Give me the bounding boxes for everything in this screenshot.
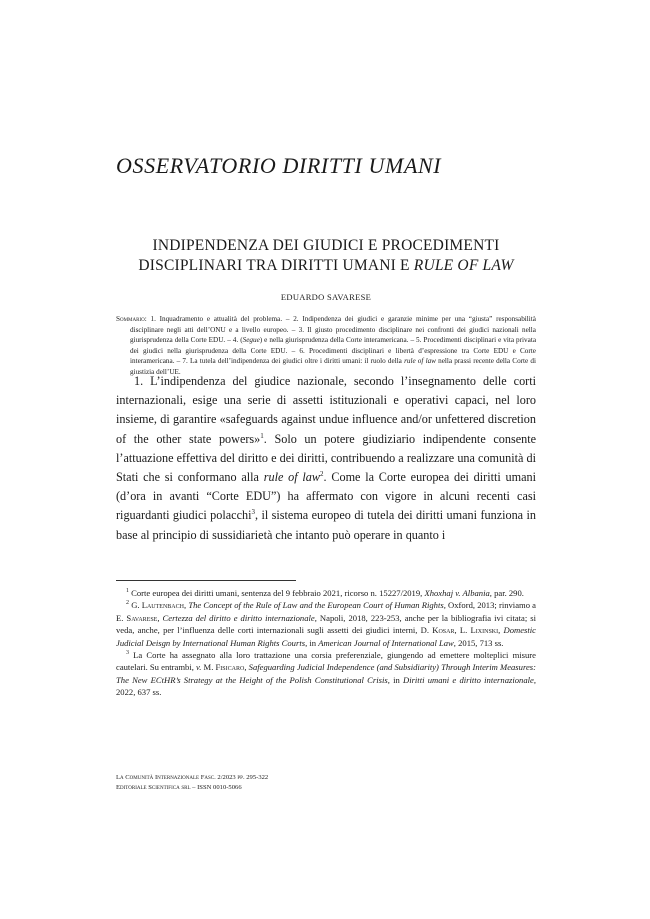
footnote-2-title-2: Certezza del diritto e diritto internazionale [162,612,315,623]
summary [116,314,536,377]
footnote-3-see: v. [196,662,202,673]
footnote-2-journal: American Journal of International Law [318,637,454,648]
author-name: EDUARDO SAVARESE [280,292,372,302]
footnote-2-title-3: Domestic Judicial Deisgn by International Human Rights Courts [116,625,536,648]
body-text-c: . Come la Corte europea dei diritti umani (d’ora in avanti “Corte EDU”) ha affermato con vigore in alcuni recenti casi riguardanti giudici polacchi [116,470,536,523]
footnote-number-1: 1 [126,588,129,595]
footnote-3-title: Safeguarding Judicial Independence (and Subsidiarity) Through Interim Measures: The New ECtHR’s Strategy at the Height of the Polish Constitutional Crisis [116,662,536,685]
summary-text-a: : 1. Inquadramento e attualità del problema. – 2. Indipendenza dei giudici e garanzie minime per una “giusta” responsabilità disciplinare negli atti dell’ONU e a livello europeo. – 3. Il giusto procedimento disciplinare nei confronti dei giudici nazionali nella giurisprudenza della Corte EDU. – 4. ( [130,315,536,344]
body-rule-of-law: rule of law [263,470,321,485]
footnote-number-3: 3 [126,650,129,657]
footnotes [116,587,536,699]
footnote-3-text-c: , [244,662,249,673]
footnote-1-text-a: Corte europea dei diritti umani, sentenza del 9 febbraio 2021, ricorso n. 15227/2019, [129,588,425,598]
journal-issn: – ISSN 0010-5066 [190,784,242,791]
body-text-b: . Solo un potere giudiziario indipendente consente l’attuazione effettiva del diritto e dei diritti, contribuendo a realizzare una comunità di Stati che si conformano alla [116,431,537,485]
article-title-line-2-text: DISCIPLINARI TRA DIRITTI UMANI E [138,257,414,274]
journal-issue-line [116,773,536,783]
body-paragraph-text [116,372,536,545]
footnote-2-text-c: , [157,612,163,623]
footnote-2-author-1: G. Lautenbach [131,600,184,611]
footnote-2-title-1: The Concept of the Rule of Law and the European Court of Human Rights [188,600,444,611]
footnote-separator [116,580,296,581]
footnote-ref-1[interactable]: 1 [260,431,264,440]
summary-segue: Segue [242,336,260,344]
footnote-2 [116,599,536,649]
footnote-1-text-b: , par. 290. [489,588,524,598]
journal-info [116,773,536,793]
footnote-2-text-b: , Oxford, 2013; rinviamo a [443,600,536,611]
body-text-d: , il sistema europeo di tutela dei diritti umani funziona in base al principio di sussidiarietà che intanto può operare in quanto i [116,508,536,542]
footnote-2-text-f: , in [305,637,319,648]
summary-label: Sommario [116,315,145,323]
footnote-3 [116,649,536,699]
footnote-3-text-b: M. [201,662,216,673]
footnote-2-author-2: E. Savarese [116,612,158,623]
footnote-1 [116,587,536,599]
footnote-3-text-e: , 2022, 637 ss. [116,674,536,698]
article-title-line-2 [116,256,536,276]
journal-issue: Fasc. 2/2023 pp. 295-322 [199,774,269,781]
footnote-number-2: 2 [126,600,129,607]
article-title [116,236,536,276]
footnote-2-text-e: , [498,625,504,636]
article-title-rule-of-law: RULE OF LAW [413,257,514,274]
footnote-3-text-d: , in [387,674,403,685]
journal-publisher: Editoriale Scientifica srl [116,784,191,791]
journal-name: La Comunità Internazionale [116,774,200,781]
section-title: OSSERVATORIO DIRITTI UMANI [116,153,442,178]
article-title-line-1: INDIPENDENZA DEI GIUDICI E PROCEDIMENTI [152,237,500,254]
body-paragraph [116,372,536,545]
summary-rule-of-law: rule of law [404,357,436,365]
summary-text-b: ) e nella giurisprudenza della Corte interamericana. – 5. Procedimenti disciplinari e vita privata dei giudici nella giurisprudenza della Corte EDU. – 6. Procedimenti disciplinari e libertà d’espressione tra Corte EDU e Corte interamericana. – 7. La tutela dell’indipendenza dei giudici oltre i diritti umani: il ruolo della [130,336,537,365]
footnote-3-text-a: La Corte ha assegnato alla loro trattazione una corsia preferenziale, giungendo ad emettere molteplici misure cautelari. Su entrambi, [116,650,536,673]
footnote-2-author-3: D. Kosar, L. Lixinski [420,625,499,636]
footnote-ref-3[interactable]: 3 [251,508,255,517]
footnote-2-text-d: , Napoli, 2018, 223-253, anche per la bibliografia ivi citata; si veda, anche, per l’influenza delle corti internazionali sugli assetti dei giudici interni, [116,612,537,636]
footnote-3-journal: Diritti umani e diritto internazionale [402,674,534,685]
footnote-3-author: Fisicaro [215,662,245,673]
footnote-1-case: Xhoxhaj v. Albania [424,588,490,598]
body-text-a: 1. L’indipendenza del giudice nazionale, secondo l’insegnamento delle corti internazionali, esige una serie di assetti istituzionali e operativi capaci, nel loro insieme, di garantire «safeguards against undue influence and/or unfettered discretion of the other state powers» [116,374,536,446]
footnote-ref-2[interactable]: 2 [320,469,324,478]
footnote-2-text-g: , 2015, 713 ss. [453,637,504,648]
journal-publisher-line [116,783,536,793]
footnote-2-text-a: , [183,600,189,611]
summary-text-c: nella prassi recente della Corte di giustizia dell’UE. [130,357,537,376]
